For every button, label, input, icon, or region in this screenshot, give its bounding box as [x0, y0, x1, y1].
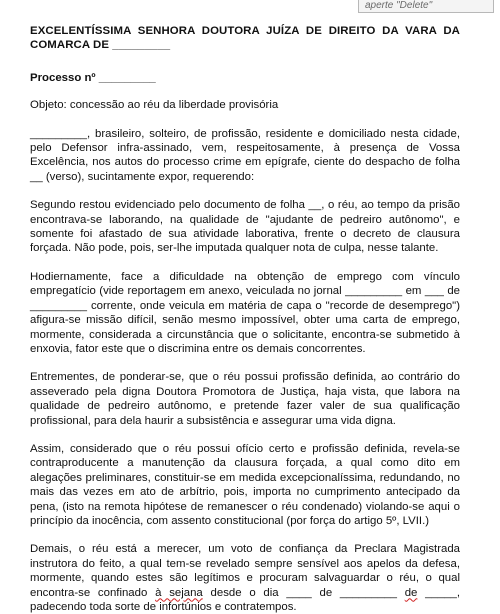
paragraph-presumption: Assim, considerado que o réu possui ofício certo e profissão definida, revela-se contraproducente a manutenção da clausura forçada, a qual como dito em alegações preliminares, constituir-se em medida excepcionalíssima, redundando, no mais das vezes em ato de arbítrio, pois, importa no cumprimento antecipado da pena, (isto na remota hipótese de remanescer o réu condenado) violando-se aqui o princípio da inocência, com assento constitucional (por força do artigo 5º, LVII.): [30, 442, 460, 527]
request-text-end: _____, padecendo toda sorte de infortúnios e contratempos.: [30, 586, 460, 613]
paragraph-request: [30, 542, 460, 614]
court-heading: EXCELENTÍSSIMA SENHORA DOUTORA JUÍZA DE DIREITO DA VARA DA COMARCA DE _________: [30, 25, 460, 52]
request-text-start: Demais, o réu está a merecer, um voto de confiança da Preclara Magistrada instrutora do feito, a qual tem-se revelado sempre sensível aos apelos da defesa, mormente, quando estes são legítimos e procuram salvaguardar o réu, o qual encontra-se confinado: [30, 543, 460, 599]
delete-hint-tooltip: aperte "Delete": [358, 0, 494, 13]
spellcheck-flag[interactable]: de: [404, 586, 418, 599]
paragraph-evidence: Segundo restou evidenciado pelo documento de folha __, o réu, ao tempo da prisão encontrava-se laborando, na qualidade de "ajudante de pedreiro autônomo", e somente foi afastado de sua atividade laborativa, frente o decreto de clausura forçada. Não pode, pois, ser-lhe imputada qualquer nota de culpa, nesse talante.: [30, 199, 460, 255]
request-text-middle: desde o dia ____ de _________: [202, 586, 405, 599]
spellcheck-flag[interactable]: à sejana: [155, 586, 203, 599]
subject-line: Objeto: concessão ao réu da liberdade provisória: [30, 99, 279, 112]
paragraph-employment: Hodiernamente, face a dificuldade na obtenção de emprego com vínculo empregatício (vide reportagem em anexo, veiculada no jornal _________ em ___ de _________ corrente, onde veicula em matéria de capa o "recorde de desemprego") afigura-se missão difícil, senão mesmo impossível, obter uma carta de emprego, mormente, considerada a circunstância que o solicitante, encontra-se submetido à enxovia, fator este que o discrimina entre os demais concorrentes.: [30, 270, 460, 355]
paragraph-profession: Entrementes, de ponderar-se, que o réu possui profissão definida, ao contrário do asseverado pela digna Doutora Promotora de Justiça, haja vista, que labora na qualidade de pedreiro autônomo, e pretende fazer valer de sua qualificação profissional, para dela haurir a subsistência e assegurar uma vida digna.: [30, 371, 460, 427]
petition-document: [30, 24, 460, 614]
paragraph-intro: _________, brasileiro, solteiro, de profissão, residente e domiciliado nesta cidade, pelo Defensor infra-assinado, vem, respeitosamente, à presença de Vossa Excelência, nos autos do processo crime em epígrafe, ciente do despacho de folha __ (verso), sucintamente expor, requerendo:: [30, 127, 460, 183]
process-number: Processo nº _________: [30, 71, 156, 84]
